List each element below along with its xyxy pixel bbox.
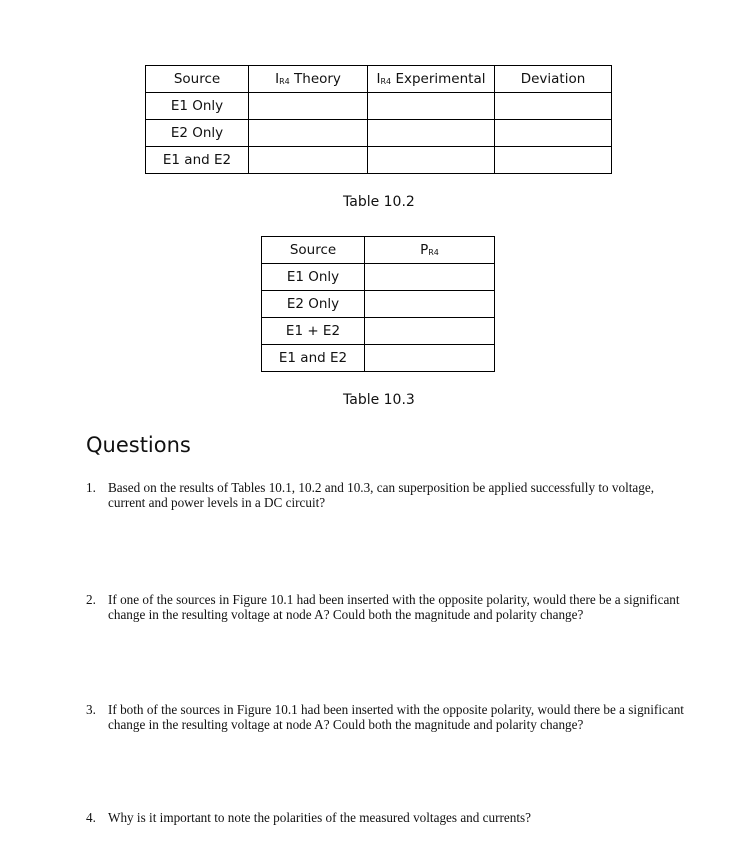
question-text: Why is it important to note the polarities of the measured voltages and currents? [108, 810, 531, 825]
question-text: Based on the results of Tables 10.1, 10.2 and 10.3, can superposition be applied successfully to voltage, current and power levels in a DC circuit? [108, 480, 655, 510]
table-row [262, 345, 495, 372]
power-results-table [261, 236, 495, 372]
question-text: If one of the sources in Figure 10.1 had been inserted with the opposite polarity, would there be a significant change in the resulting voltage at node A? Could both the magnitude and polarity change? [108, 592, 680, 622]
row-source-label: E1 + E2 [262, 318, 365, 345]
input-cell[interactable] [495, 93, 612, 120]
question-number: 2. [86, 592, 96, 607]
question-item [86, 592, 686, 622]
table-caption: Table 10.3 [343, 392, 415, 408]
table-row [146, 93, 612, 120]
input-cell[interactable] [365, 345, 495, 372]
table-header-row [146, 66, 612, 93]
question-number: 3. [86, 702, 96, 717]
table-row [262, 264, 495, 291]
table-row [262, 291, 495, 318]
header-source: Source [146, 66, 249, 93]
input-cell[interactable] [495, 147, 612, 174]
input-cell[interactable] [495, 120, 612, 147]
table-caption: Table 10.2 [343, 194, 415, 210]
input-cell[interactable] [368, 93, 495, 120]
row-source-label: E1 Only [262, 264, 365, 291]
question-number: 1. [86, 480, 96, 495]
input-cell[interactable] [249, 147, 368, 174]
row-source-label: E1 and E2 [262, 345, 365, 372]
row-source-label: E1 and E2 [146, 147, 249, 174]
input-cell[interactable] [368, 147, 495, 174]
questions-heading: Questions [86, 433, 191, 457]
header-pr4: $P_{R4}$ [365, 237, 495, 264]
input-cell[interactable] [365, 291, 495, 318]
input-cell[interactable] [368, 120, 495, 147]
row-source-label: E1 Only [146, 93, 249, 120]
header-ir4-experimental: $I_{R4}$ Experimental [368, 66, 495, 93]
header-ir4-theory: $I_{R4}$ Theory [249, 66, 368, 93]
input-cell[interactable] [249, 120, 368, 147]
row-source-label: E2 Only [146, 120, 249, 147]
header-deviation: Deviation [495, 66, 612, 93]
question-item [86, 702, 686, 732]
question-text: If both of the sources in Figure 10.1 had been inserted with the opposite polarity, would there be a significant change in the resulting voltage at node A? Could both the magnitude and polarity change? [108, 702, 684, 732]
table-header-row [262, 237, 495, 264]
current-results-table [145, 65, 612, 174]
question-item [86, 480, 686, 510]
header-source: Source [262, 237, 365, 264]
input-cell[interactable] [365, 318, 495, 345]
row-source-label: E2 Only [262, 291, 365, 318]
question-number: 4. [86, 810, 96, 825]
question-item [86, 810, 686, 825]
table-row [146, 120, 612, 147]
input-cell[interactable] [365, 264, 495, 291]
table-row [146, 147, 612, 174]
input-cell[interactable] [249, 93, 368, 120]
table-row [262, 318, 495, 345]
